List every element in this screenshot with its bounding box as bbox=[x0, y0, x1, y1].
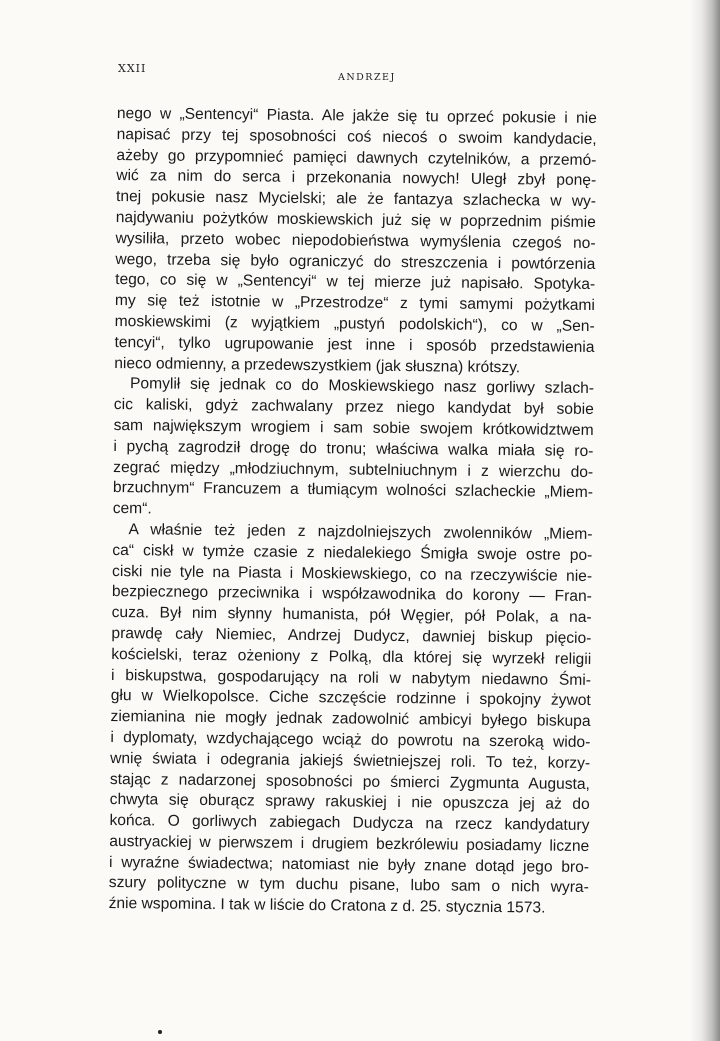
text-line: i wyraźne świadectwa; natomiast nie były znane dotąd jego bro- bbox=[108, 853, 590, 876]
text-line: A właśnie też jeden z najzdolniejszych zwolenników „Miem- bbox=[128, 521, 593, 543]
text-line: tego, co się w „Sentencyi“ w tej mierze już napisało. Spotyka- bbox=[115, 271, 596, 294]
text-line: prawdę cały Niemiec, Andrzej Dudycz, dawniej biskup pięcio- bbox=[111, 624, 592, 647]
text-line: wego, trzeba się było ograniczyć do streszczenia i powtórzenia bbox=[115, 250, 596, 273]
text-line: zegrać między „młodziuchnym, subtelniuchnym i z wierzchu do- bbox=[113, 458, 594, 481]
text-line: cuza. Był nim słynny humanista, pół Węgier, pół Polak, a na- bbox=[111, 604, 592, 627]
text-line: ziemianina nie mogły jednak zadowolnić ambicyi byłego biskupa bbox=[110, 708, 591, 731]
text-line: głu w Wielkopolsce. Ciche szczęście rodzinne i spokojny żywot bbox=[110, 687, 591, 710]
text-line: moskiewskimi (z wyjątkiem „pustyń podolskich“), co w „Sen- bbox=[114, 312, 595, 335]
text-line: nieco odmienny, a przedewszystkiem (jak słuszna) krótszy. bbox=[114, 354, 521, 376]
text-line: i biskupstwa, gospodarujący na roli w nabytym niedawno Śmi- bbox=[110, 666, 592, 689]
page-number: XXII bbox=[118, 62, 147, 75]
text-line: wić za nim do serca i przekonania nowych! Uległ zbył ponę- bbox=[116, 167, 597, 190]
text-line: ca“ ciskł w tymże czasie z niedalekiego Śmigła swoje ostre po- bbox=[112, 541, 593, 564]
paragraph bbox=[109, 520, 593, 920]
running-head: ANDRZEJ bbox=[338, 72, 396, 83]
page-header bbox=[118, 62, 598, 92]
text-line: źnie wspomina. I tak w liście do Cratona z d. 25. stycznia 1573. bbox=[108, 895, 546, 917]
text-line: bezpiecznego przeciwnika i współzawodnika do korony — Fran- bbox=[111, 583, 592, 606]
text-line: stając z nadarzonej sposobności po śmierci Zygmunta Augusta, bbox=[109, 770, 590, 793]
text-line: austryackiej w pierwszem i drugiem bezkrólewiu posiadamy liczne bbox=[109, 832, 590, 855]
paragraph bbox=[113, 374, 594, 525]
ink-speck bbox=[158, 1030, 162, 1034]
text-line: chwyta się oburącz sprawy rakuskiej i nie opuszcza jej aż do bbox=[109, 791, 590, 814]
text-line: nego w „Sentencyi“ Piasta. Ale jakże się tu oprzeć pokusie i nie bbox=[116, 104, 597, 128]
text-line: ciski nie tyle na Piasta i Moskiewskiego, co na rzeczywiście nie- bbox=[112, 562, 593, 585]
text-line: tencyi“, tylko ugrupowanie jest inne i sposób przedstawienia bbox=[114, 333, 595, 356]
text-line: cem“. bbox=[112, 500, 152, 518]
text-line: sam największym wrogiem i sam sobie swojem krótkowidztwem bbox=[113, 416, 594, 439]
text-line: szury polityczne w tym duchu pisane, lubo sam o nich wyra- bbox=[108, 874, 589, 897]
text-line: cic kaliski, gdyż zachwalany przez niego kandydat był sobie bbox=[113, 396, 594, 419]
body-text bbox=[109, 104, 597, 920]
text-line: najdywaniu pożytków moskiewskich już się w poprzednim piśmie bbox=[115, 208, 596, 232]
text-line: i dyplomaty, wzdychającego wciąż do powrotu na szeroką wido- bbox=[110, 728, 591, 751]
text-line: brzuchnym“ Francuzem a tłumiącym wolności szlacheckie „Miem- bbox=[112, 479, 594, 502]
text-line: napisać przy tej sposobności coś niecoś o swoim kandydacie, bbox=[116, 125, 597, 148]
text-line: my się też istotnie w „Przestrodze“ z tymi samymi pożytkami bbox=[114, 292, 596, 315]
text-line: wnię świata i odegrania jakiejś świetniejszej roli. To też, korzy- bbox=[110, 749, 591, 772]
text-line: tnej pokusie nasz Mycielski; ale że fantazya szlachecka w wy- bbox=[115, 188, 597, 211]
book-spine-shadow bbox=[690, 0, 720, 1041]
paragraph bbox=[114, 104, 597, 379]
text-line: Pomylił się jednak co do Moskiewskiego nasz gorliwy szlach- bbox=[129, 375, 595, 398]
text-line: i pychą zagrodził drogę do tronu; właściwa walka miała się ro- bbox=[113, 437, 594, 460]
text-line: wysiliła, przeto wobec niepodobieństwa wymyślenia czegoś no- bbox=[115, 229, 596, 252]
text-line: kościelski, teraz ożeniony z Polką, dla której się wyrzekł religii bbox=[111, 645, 592, 668]
text-line: końca. O gorliwych zabiegach Dudycza na rzecz kandydatury bbox=[109, 812, 590, 835]
text-line: ażeby go przypomnieć pamięci dawnych czytelników, a przemó- bbox=[116, 146, 597, 169]
